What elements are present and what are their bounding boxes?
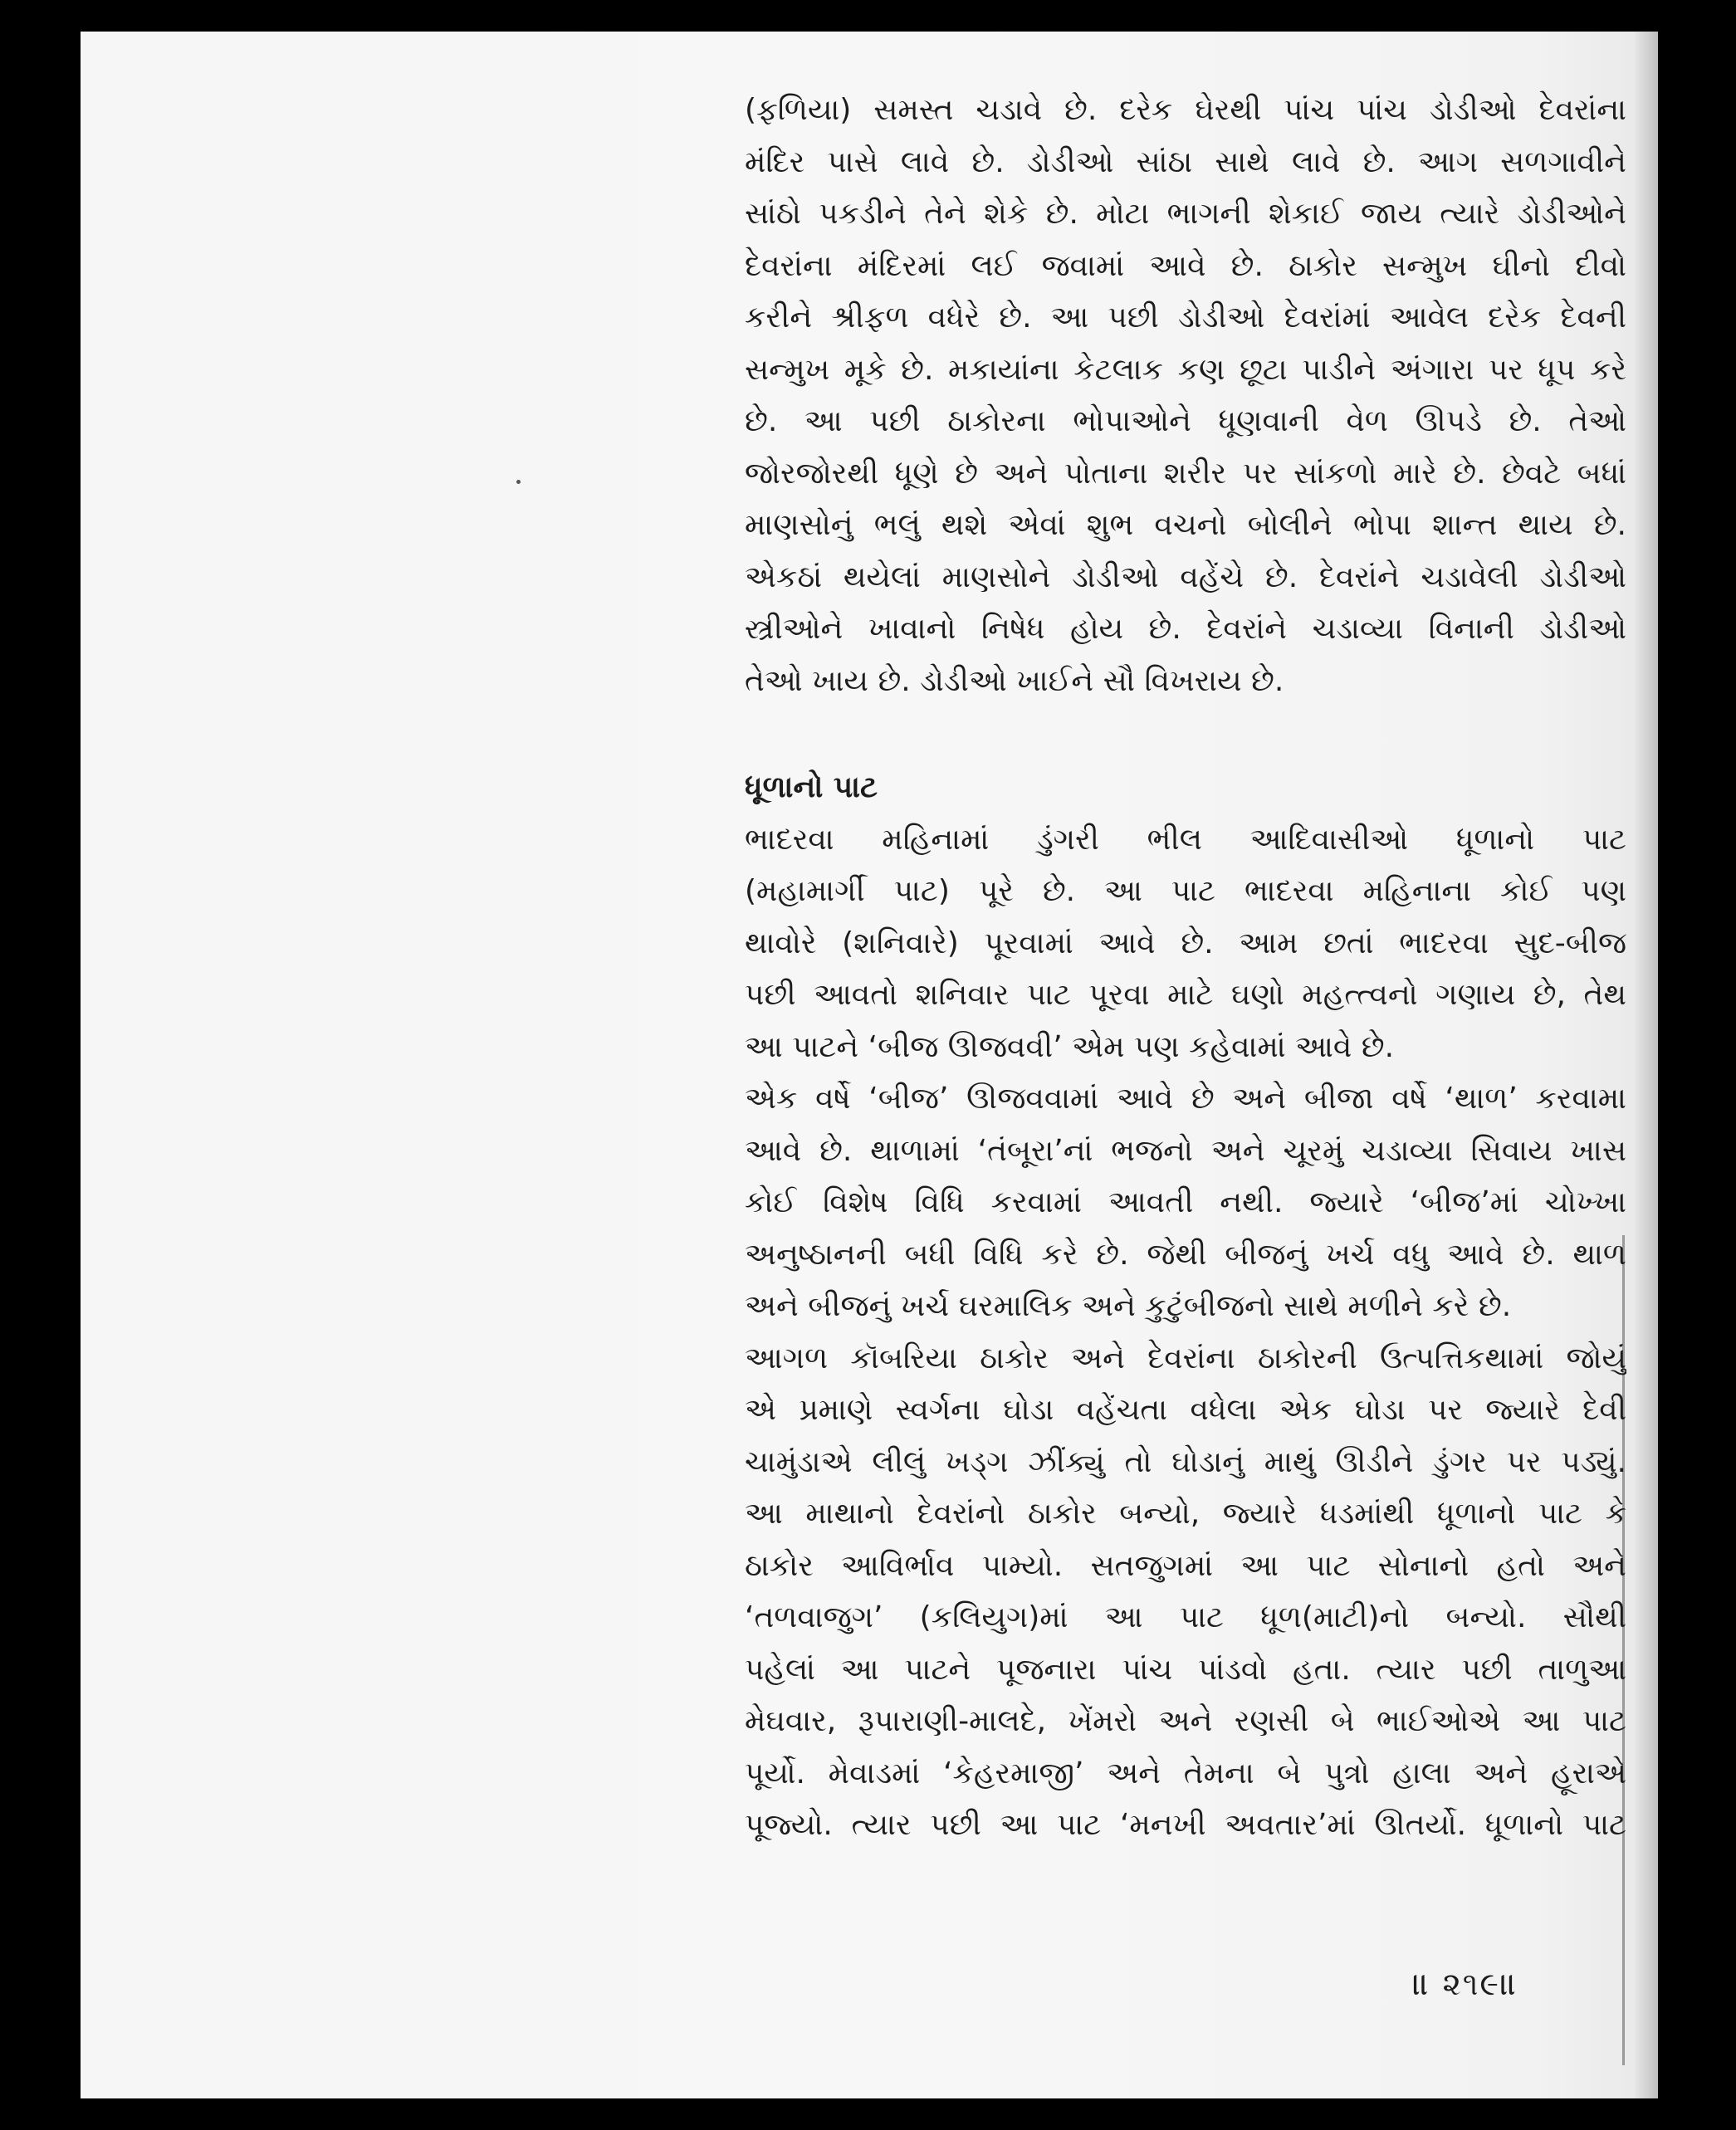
text-line: તેઓ ખાય છે. ડોડીઓ ખાઈને સૌ વિખરાય છે. — [745, 663, 1284, 698]
text-line: એક વર્ષે ‘બીજ’ ઊજવવામાં આવે છે અને બીજા વર્ષે ‘થાળ’ કરવામા — [745, 1082, 1626, 1116]
text-line: પછી આવતો શનિવાર પાટ પૂરવા માટે ઘણો મહત્ત્વનો ગણાય છે, તેથ — [745, 978, 1626, 1012]
paragraph-1 — [745, 85, 1626, 707]
text-line: આ માથાનો દેવરાંનો ઠાકોર બન્યો, જ્યારે ધડમાંથી ધૂળાનો પાટ કે — [745, 1497, 1626, 1531]
text-line: એ પ્રમાણે સ્વર્ગના ઘોડા વહેંચતા વધેલા એક ઘોડા પર જ્યારે દેવી — [745, 1393, 1626, 1427]
text-line: પહેલાં આ પાટને પૂજનારા પાંચ પાંડવો હતા. ત્યાર પછી તાળુઆ — [745, 1652, 1626, 1687]
text-line: (મહામાર્ગી પાટ) પૂરે છે. આ પાટ ભાદરવા મહિનાના કોઈ પણ — [745, 874, 1626, 908]
text-line: ઠાકોર આવિર્ભાવ પામ્યો. સતજુગમાં આ પાટ સોનાનો હતો અને — [745, 1548, 1626, 1583]
text-line: આવે છે. થાળામાં ‘તંબૂરા’નાં ભજનો અને ચૂરમું ચડાવ્યા સિવાય ખાસ — [745, 1133, 1626, 1168]
text-line: (ફળિયા) સમસ્ત ચડાવે છે. દરેક ઘેરથી પાંચ પાંચ ડોડીઓ દેવરાંના — [745, 93, 1626, 127]
text-line: આગળ કૉબરિયા ઠાકોર અને દેવરાંના ઠાકોરની ઉત્પત્તિકથામાં જોયું — [745, 1341, 1626, 1375]
text-line: છે. આ પછી ઠાકોરના ભોપાઓને ધૂણવાની વેળ ઊપડે છે. તેઓ — [745, 404, 1626, 438]
section-heading: ધૂળાનો પાટ — [745, 770, 878, 804]
text-line: અને બીજનું ખર્ચ ઘરમાલિક અને કુટુંબીજનો સાથે મળીને કરે છે. — [745, 1289, 1512, 1323]
text-line: કોઈ વિશેષ વિધિ કરવામાં આવતી નથી. જ્યારે ‘બીજ’માં ચોખ્ખા — [745, 1185, 1626, 1219]
text-line: એકઠાં થયેલાં માણસોને ડોડીઓ વહેંચે છે. દેવરાંને ચડાવેલી ડોડીઓ — [745, 559, 1626, 594]
text-line: સન્મુખ મૂકે છે. મકાયાંના કેટલાક કણ છૂટા પાડીને અંગારા પર ધૂપ કરે — [745, 352, 1626, 387]
text-line: મંદિર પાસે લાવે છે. ડોડીઓ સાંઠા સાથે લાવે છે. આગ સળગાવીને — [745, 144, 1626, 179]
text-line: કરીને શ્રીફળ વધેરે છે. આ પછી ડોડીઓ દેવરાંમાં આવેલ દરેક દેવની — [745, 300, 1626, 335]
text-line: ‘તળવાજુગ’ (કલિયુગ)માં આ પાટ ધૂળ(માટી)નો બન્યો. સૌથી — [745, 1600, 1626, 1634]
text-line: ચામુંડાએ લીલું ખડ્ગ ઝીંક્યું તો ઘોડાનું માથું ઊડીને ડુંગર પર પડ્યું. — [745, 1444, 1626, 1479]
text-line: દેવરાંના મંદિરમાં લઈ જવામાં આવે છે. ઠાકોર સન્મુખ ઘીનો દીવો — [745, 248, 1626, 283]
text-line: આ પાટને ‘બીજ ઊજવવી’ એમ પણ કહેવામાં આવે છે. — [745, 1029, 1395, 1064]
text-line: મેઘવાર, રૂપારાણી-માલદે, ખેંમરો અને રણસી બે ભાઈઓએ આ પાટ — [745, 1704, 1626, 1738]
text-line: જોરજોરથી ધૂણે છે અને પોતાના શરીર પર સાંકળો મારે છે. છેવટે બધાં — [745, 456, 1626, 491]
text-line: અનુષ્ઠાનની બધી વિધિ કરે છે. જેથી બીજનું ખર્ચ વધુ આવે છે. થાળ — [745, 1237, 1626, 1272]
text-line: સ્ત્રીઓને ખાવાનો નિષેધ હોય છે. દેવરાંને ચડાવ્યા વિનાની ડોડીઓ — [745, 612, 1626, 646]
text-line: ભાદરવા મહિનામાં ડુંગરી ભીલ આદિવાસીઓ ધૂળાનો પાટ — [745, 822, 1626, 857]
text-line: માણસોનું ભલું થશે એવાં શુભ વચનો બોલીને ભોપા શાન્ત થાય છે. — [745, 508, 1626, 542]
book-page — [81, 32, 1658, 2098]
text-line: પૂર્યો. મેવાડમાં ‘કેહરમાજી’ અને તેમના બે પુત્રો હાલા અને હૂરાએ — [745, 1756, 1626, 1790]
page-number: ॥ ૨૧૯॥ — [1412, 1966, 1518, 2002]
paragraph-4 — [745, 1333, 1626, 1852]
section-gap — [745, 707, 1626, 762]
page-spine-shadow — [1635, 32, 1658, 2098]
text-line: સાંઠો પકડીને તેને શેકે છે. મોટા ભાગની શેકાઈ જાય ત્યારે ડોડીઓને — [745, 197, 1626, 231]
text-line: પૂજ્યો. ત્યાર પછી આ પાટ ‘મનખી અવતાર’માં ઊતર્યો. ધૂળાનો પાટ — [745, 1808, 1626, 1842]
text-line: થાવોરે (શનિવારે) પૂરવામાં આવે છે. આમ છતાં ભાદરવા સુદ-બીજ — [745, 926, 1626, 960]
paragraph-3 — [745, 1073, 1626, 1333]
body-text — [745, 85, 1626, 1852]
paragraph-2 — [745, 814, 1626, 1074]
paper-speck — [516, 480, 521, 484]
